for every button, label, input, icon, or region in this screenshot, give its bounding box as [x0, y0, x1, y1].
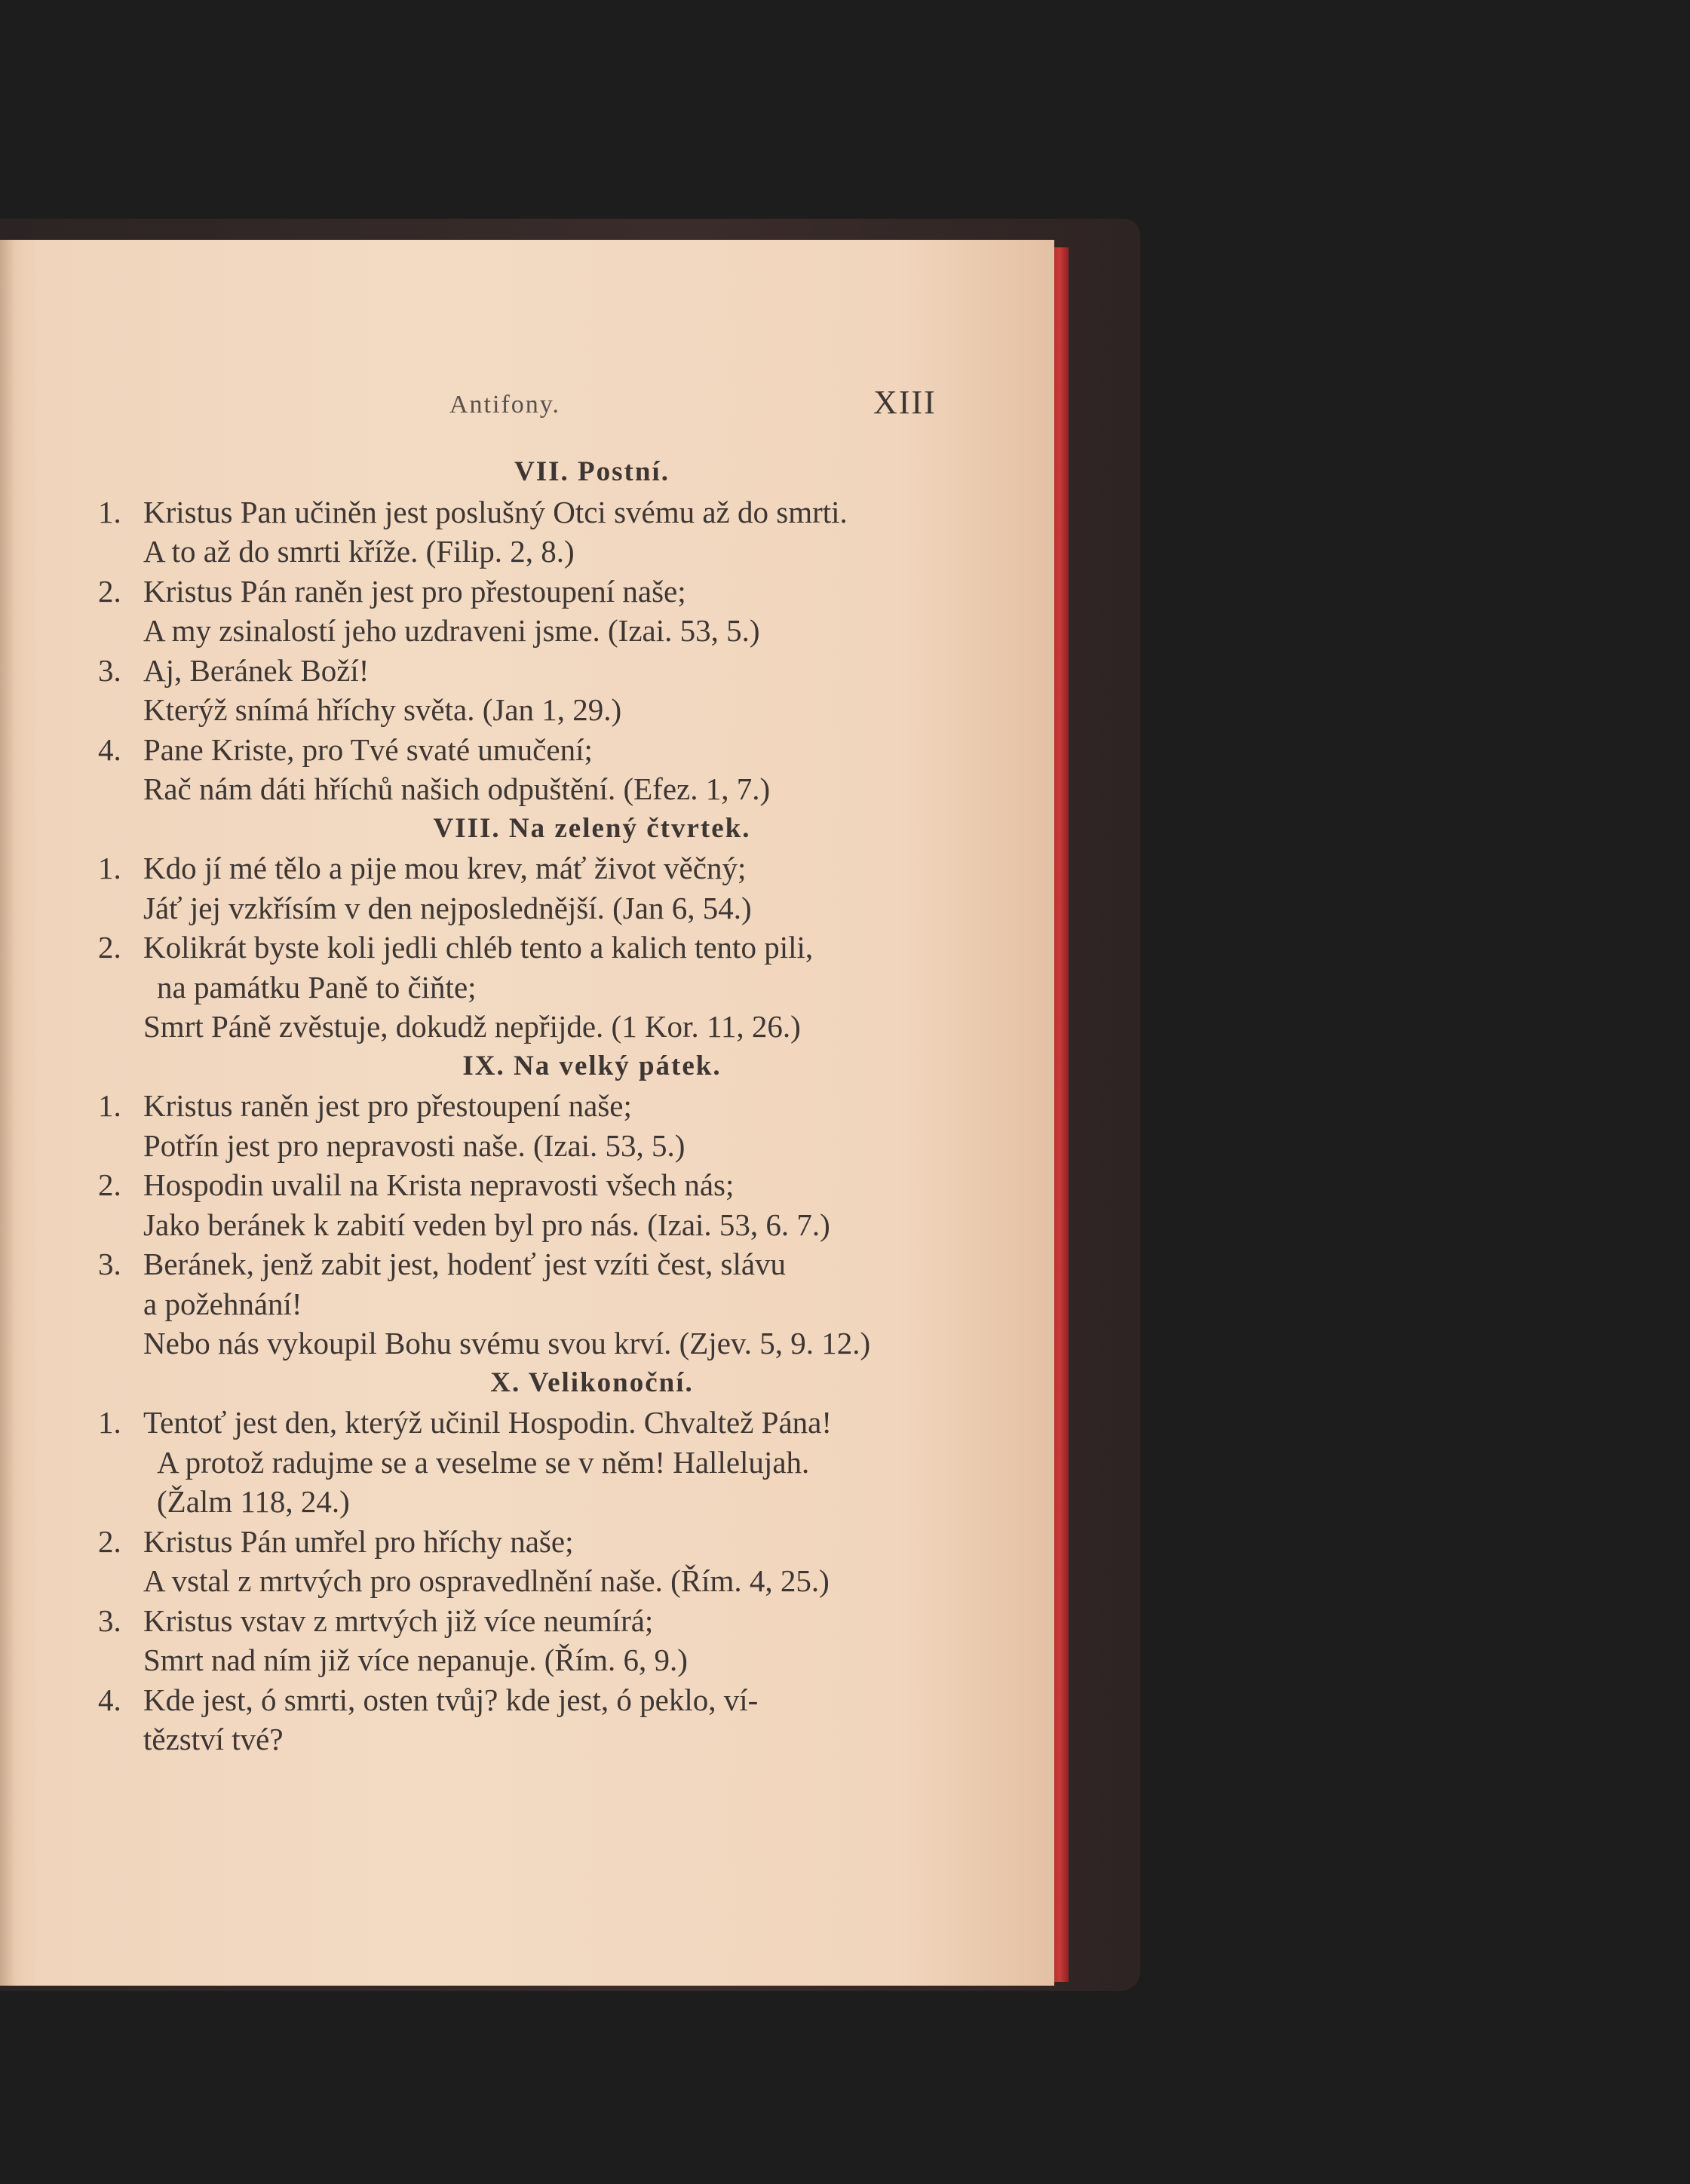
item-line: Kristus vstav z mrtvých již více neumírá; — [143, 1603, 654, 1638]
antiphon-item — [98, 1244, 958, 1363]
antiphon-item — [98, 492, 958, 572]
item-line: Jako beránek k zabití veden byl pro nás. (Izai. 53, 6. 7.) — [143, 1207, 830, 1242]
antiphon-item — [98, 572, 958, 651]
item-line: na památku Paně to čiňte; — [157, 969, 477, 1005]
page-text — [98, 452, 958, 1759]
item-line: Pane Kriste, pro Tvé svaté umučení; — [143, 732, 593, 767]
item-line: Kdo jí mé tělo a pije mou krev, máť život věčný; — [143, 851, 747, 885]
item-line: Nebo nás vykoupil Bohu svému svou krví. (Zjev. 5, 9. 12.) — [143, 1326, 871, 1360]
antiphon-item — [98, 1680, 958, 1759]
item-number: 2. — [98, 1523, 121, 1559]
running-head: Antifony. — [449, 391, 561, 419]
item-line: Rač nám dáti hříchů našich odpuštění. (Efez. 1, 7.) — [143, 771, 771, 806]
item-line: Jáť jej vzkřísím v den nejposlednější. (Jan 6, 54.) — [143, 890, 752, 925]
item-line: Tentoť jest den, kterýž učinil Hospodin. Chvaltež Pána! — [143, 1405, 833, 1440]
antiphon-item — [98, 848, 958, 928]
antiphon-item — [98, 1403, 958, 1522]
section-heading: VII. Postní. — [514, 456, 670, 487]
antiphon-item — [98, 730, 958, 809]
antiphon-item — [98, 1522, 958, 1601]
item-line: Potřín jest pro nepravosti naše. (Izai. 53, 5.) — [143, 1127, 686, 1163]
item-line: Kolikrát byste koli jedli chléb tento a kalich tento pili, — [143, 930, 814, 965]
section-heading: IX. Na velký pátek. — [462, 1050, 722, 1081]
item-number: 1. — [98, 1405, 121, 1440]
item-line: A my zsinalostí jeho uzdraveni jsme. (Izai. 53, 5.) — [143, 613, 760, 648]
page-gutter — [0, 240, 15, 1986]
item-line: (Žalm 118, 24.) — [157, 1484, 350, 1519]
section-heading: VIII. Na zelený čtvrtek. — [433, 812, 751, 844]
item-line: Smrt Páně zvěstuje, dokudž nepřijde. (1 Kor. 11, 26.) — [143, 1009, 801, 1044]
item-number: 2. — [98, 1167, 121, 1202]
item-number: 1. — [98, 851, 121, 885]
antiphon-item — [98, 651, 958, 730]
item-number: 4. — [98, 1682, 121, 1717]
item-number: 3. — [98, 1247, 121, 1281]
item-line: Kterýž snímá hříchy světa. (Jan 1, 29.) — [143, 692, 622, 727]
section-heading: X. Velikonoční. — [490, 1367, 694, 1398]
item-line: Kristus Pán umřel pro hříchy naše; — [143, 1523, 574, 1559]
antiphon-item — [98, 928, 958, 1047]
page-number: XIII — [873, 384, 937, 421]
item-line: Hospodin uvalil na Krista nepravosti všech nás; — [143, 1167, 735, 1202]
item-line: tězství tvé? — [143, 1722, 284, 1756]
item-line: Kristus raněn jest pro přestoupení naše; — [143, 1088, 632, 1123]
item-number: 2. — [98, 573, 121, 609]
item-line: Kde jest, ó smrti, osten tvůj? kde jest, ó peklo, ví- — [143, 1682, 759, 1717]
antiphon-item — [98, 1165, 958, 1244]
antiphon-item — [98, 1601, 958, 1680]
item-line: Aj, Beránek Boží! — [143, 652, 370, 688]
antiphon-item — [98, 1086, 958, 1165]
item-line: Kristus Pán raněn jest pro přestoupení naše; — [143, 573, 686, 609]
item-number: 3. — [98, 652, 121, 688]
item-line: A protož radujme se a veselme se v něm! Hallelujah. — [157, 1444, 810, 1480]
item-number: 2. — [98, 930, 121, 965]
item-number: 3. — [98, 1603, 121, 1638]
item-line: A vstal z mrtvých pro ospravedlnění naše. (Řím. 4, 25.) — [143, 1563, 830, 1598]
item-line: A to až do smrti kříže. (Filip. 2, 8.) — [143, 534, 575, 569]
item-line: Beránek, jenž zabit jest, hodenť jest vzíti čest, slávu — [143, 1247, 787, 1281]
item-number: 1. — [98, 494, 121, 529]
item-line: Kristus Pan učiněn jest poslušný Otci svému až do smrti. — [143, 494, 848, 529]
item-number: 4. — [98, 732, 121, 767]
item-line: Smrt nad ním již více nepanuje. (Řím. 6, 9.) — [143, 1643, 688, 1677]
item-line: a požehnání! — [143, 1286, 302, 1321]
item-number: 1. — [98, 1088, 121, 1123]
